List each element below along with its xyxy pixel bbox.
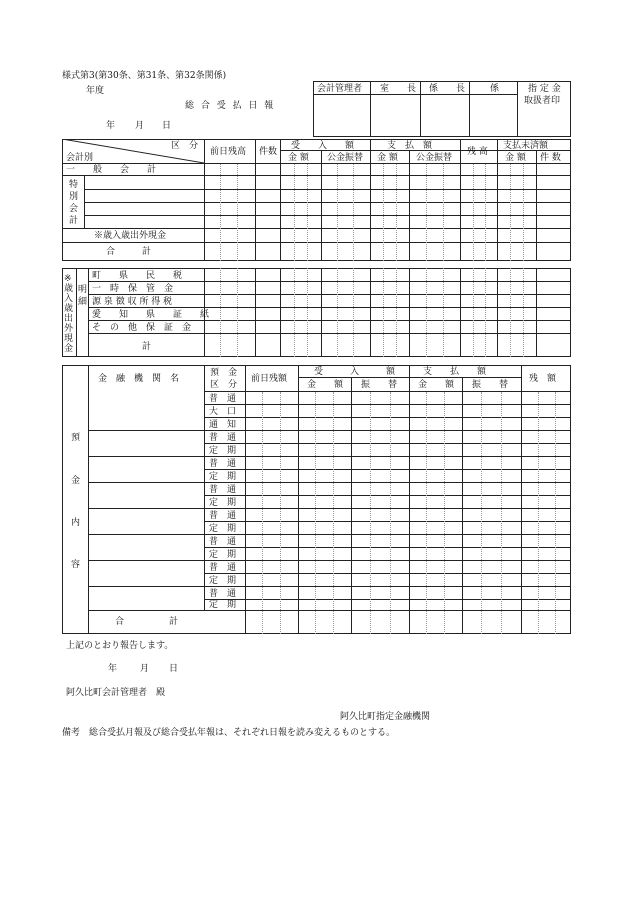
side-label-4: 歳 bbox=[64, 304, 74, 314]
date-year: 年 bbox=[106, 121, 116, 131]
deposit-type-16: 普 通 bbox=[209, 589, 237, 599]
side-label-6: 外 bbox=[64, 324, 74, 334]
institution-name: 阿久比町指定金融機関 bbox=[340, 712, 431, 722]
side-label-2: 歳 bbox=[64, 284, 74, 294]
report-title: 総 合 受 払 日 報 bbox=[185, 101, 276, 111]
sub-unpaid-count: 件 数 bbox=[540, 153, 561, 163]
deposit-type-2: 大 口 bbox=[209, 407, 237, 417]
approval-section-chief: 係 長 bbox=[429, 84, 466, 94]
special-label-4: 計 bbox=[69, 216, 79, 226]
side-label-1: ※ bbox=[64, 274, 72, 284]
deposit-type-8: 普 通 bbox=[209, 485, 237, 495]
approval-handler-line2: 取扱者印 bbox=[524, 96, 561, 106]
deposit-type-6: 普 通 bbox=[209, 459, 237, 469]
row-town-tax: 町 県 民 税 bbox=[92, 271, 183, 281]
deposit-type-13: 定 期 bbox=[209, 550, 237, 560]
date-day: 日 bbox=[162, 121, 172, 131]
detail-label-1: 明 bbox=[78, 285, 88, 295]
sub-amount: 金 額 bbox=[288, 153, 309, 163]
col-balance: 残 高 bbox=[467, 147, 488, 157]
row-total: 合 計 bbox=[106, 247, 152, 257]
deposit-type-4: 普 通 bbox=[209, 433, 237, 443]
deposit-type-12: 普 通 bbox=[209, 537, 237, 547]
col-payment-deposit: 支 払 額 bbox=[423, 367, 487, 377]
deposit-type-15: 定 期 bbox=[209, 576, 237, 586]
row-revenue-stamp: 愛 知 県 証 紙 bbox=[92, 310, 210, 320]
col-receipt: 受 入 額 bbox=[291, 141, 355, 151]
sub-public-transfer-2: 公金振替 bbox=[416, 153, 453, 163]
row-temporary-deposit: 一 時 保 管 金 bbox=[92, 284, 174, 294]
deposit-type-5: 定 期 bbox=[209, 446, 237, 456]
deposit-type-9: 定 期 bbox=[209, 498, 237, 508]
sub-amount-2-deposit: 金 額 bbox=[418, 380, 455, 390]
footer-date-year: 年 bbox=[108, 664, 118, 674]
deposit-grand-total: 合 計 bbox=[115, 617, 179, 627]
approval-officer: 会計管理者 bbox=[317, 84, 363, 94]
row-subtotal: 計 bbox=[142, 342, 152, 352]
form-number: 様式第3(第30条、第31条、第32条関係) bbox=[62, 71, 227, 81]
footer-date-month: 月 bbox=[140, 664, 150, 674]
col-prev-balance: 前日残高 bbox=[210, 147, 247, 157]
deposit-type-11: 定 期 bbox=[209, 524, 237, 534]
addressee: 阿久比町会計管理者 殿 bbox=[66, 688, 166, 698]
sub-transfer-deposit: 振 替 bbox=[361, 380, 398, 390]
col-balance-deposit: 残 額 bbox=[529, 374, 557, 384]
footer-date-day: 日 bbox=[169, 664, 179, 674]
deposit-side-label-3: 内 bbox=[71, 518, 81, 528]
col-count: 件数 bbox=[259, 147, 278, 157]
row-outside-cash: ※歳入歳出外現金 bbox=[94, 231, 167, 241]
approval-staff: 係 bbox=[490, 84, 500, 94]
deposit-type-10: 普 通 bbox=[209, 511, 237, 521]
deposit-side-label-4: 容 bbox=[71, 560, 81, 570]
approval-chief: 室 長 bbox=[380, 84, 417, 94]
col-unpaid: 支払未済額 bbox=[503, 141, 549, 151]
col-deposit-type-1: 預 金 bbox=[210, 368, 238, 378]
side-label-3: 入 bbox=[64, 294, 74, 304]
fiscal-year-label: 年度 bbox=[86, 86, 105, 96]
deposit-side-label-2: 金 bbox=[71, 476, 81, 486]
sub-transfer-2-deposit: 振 替 bbox=[472, 380, 509, 390]
side-label-5: 出 bbox=[64, 314, 74, 324]
special-label-1: 特 bbox=[69, 180, 79, 190]
sub-unpaid-amount: 金 額 bbox=[505, 153, 526, 163]
row-general-account: 一 般 会 計 bbox=[66, 165, 157, 175]
col-prev-balance-deposit: 前日残額 bbox=[251, 374, 288, 384]
detail-label-2: 細 bbox=[78, 297, 88, 307]
sub-public-transfer: 公金振替 bbox=[327, 153, 364, 163]
remarks-note: 備考 総合受払月報及び総合受払年報は、それぞれ日報を読み変えるものとする。 bbox=[62, 728, 396, 738]
special-label-2: 別 bbox=[69, 192, 79, 202]
header-category: 区 分 bbox=[171, 141, 199, 151]
col-deposit-type-2: 区 分 bbox=[210, 380, 238, 390]
deposit-type-17: 定 期 bbox=[209, 600, 237, 610]
side-label-8: 金 bbox=[64, 344, 74, 354]
deposit-type-7: 定 期 bbox=[209, 472, 237, 482]
header-account: 会計別 bbox=[66, 153, 94, 163]
approval-handler-line1: 指 定 金 bbox=[528, 84, 561, 94]
deposit-type-14: 普 通 bbox=[209, 563, 237, 573]
deposit-type-3: 通 知 bbox=[209, 420, 237, 430]
date-month: 月 bbox=[135, 121, 145, 131]
deposit-type-1: 普 通 bbox=[209, 394, 237, 404]
col-receipt-deposit: 受 入 額 bbox=[314, 367, 396, 377]
special-label-3: 会 bbox=[69, 204, 79, 214]
report-statement: 上記のとおり報告します。 bbox=[66, 641, 174, 651]
row-withholding-tax: 源 泉 徴 収 所 得 税 bbox=[92, 297, 173, 307]
sub-amount-deposit: 金 額 bbox=[307, 380, 344, 390]
deposit-side-label-1: 預 bbox=[71, 433, 81, 443]
row-other-deposit: そ の 他 保 証 金 bbox=[92, 323, 192, 333]
col-bank-name: 金 融 機 関 名 bbox=[98, 374, 180, 384]
sub-amount-2: 金 額 bbox=[377, 153, 398, 163]
side-label-7: 現 bbox=[64, 334, 74, 344]
col-payment: 支 払 額 bbox=[387, 141, 433, 151]
